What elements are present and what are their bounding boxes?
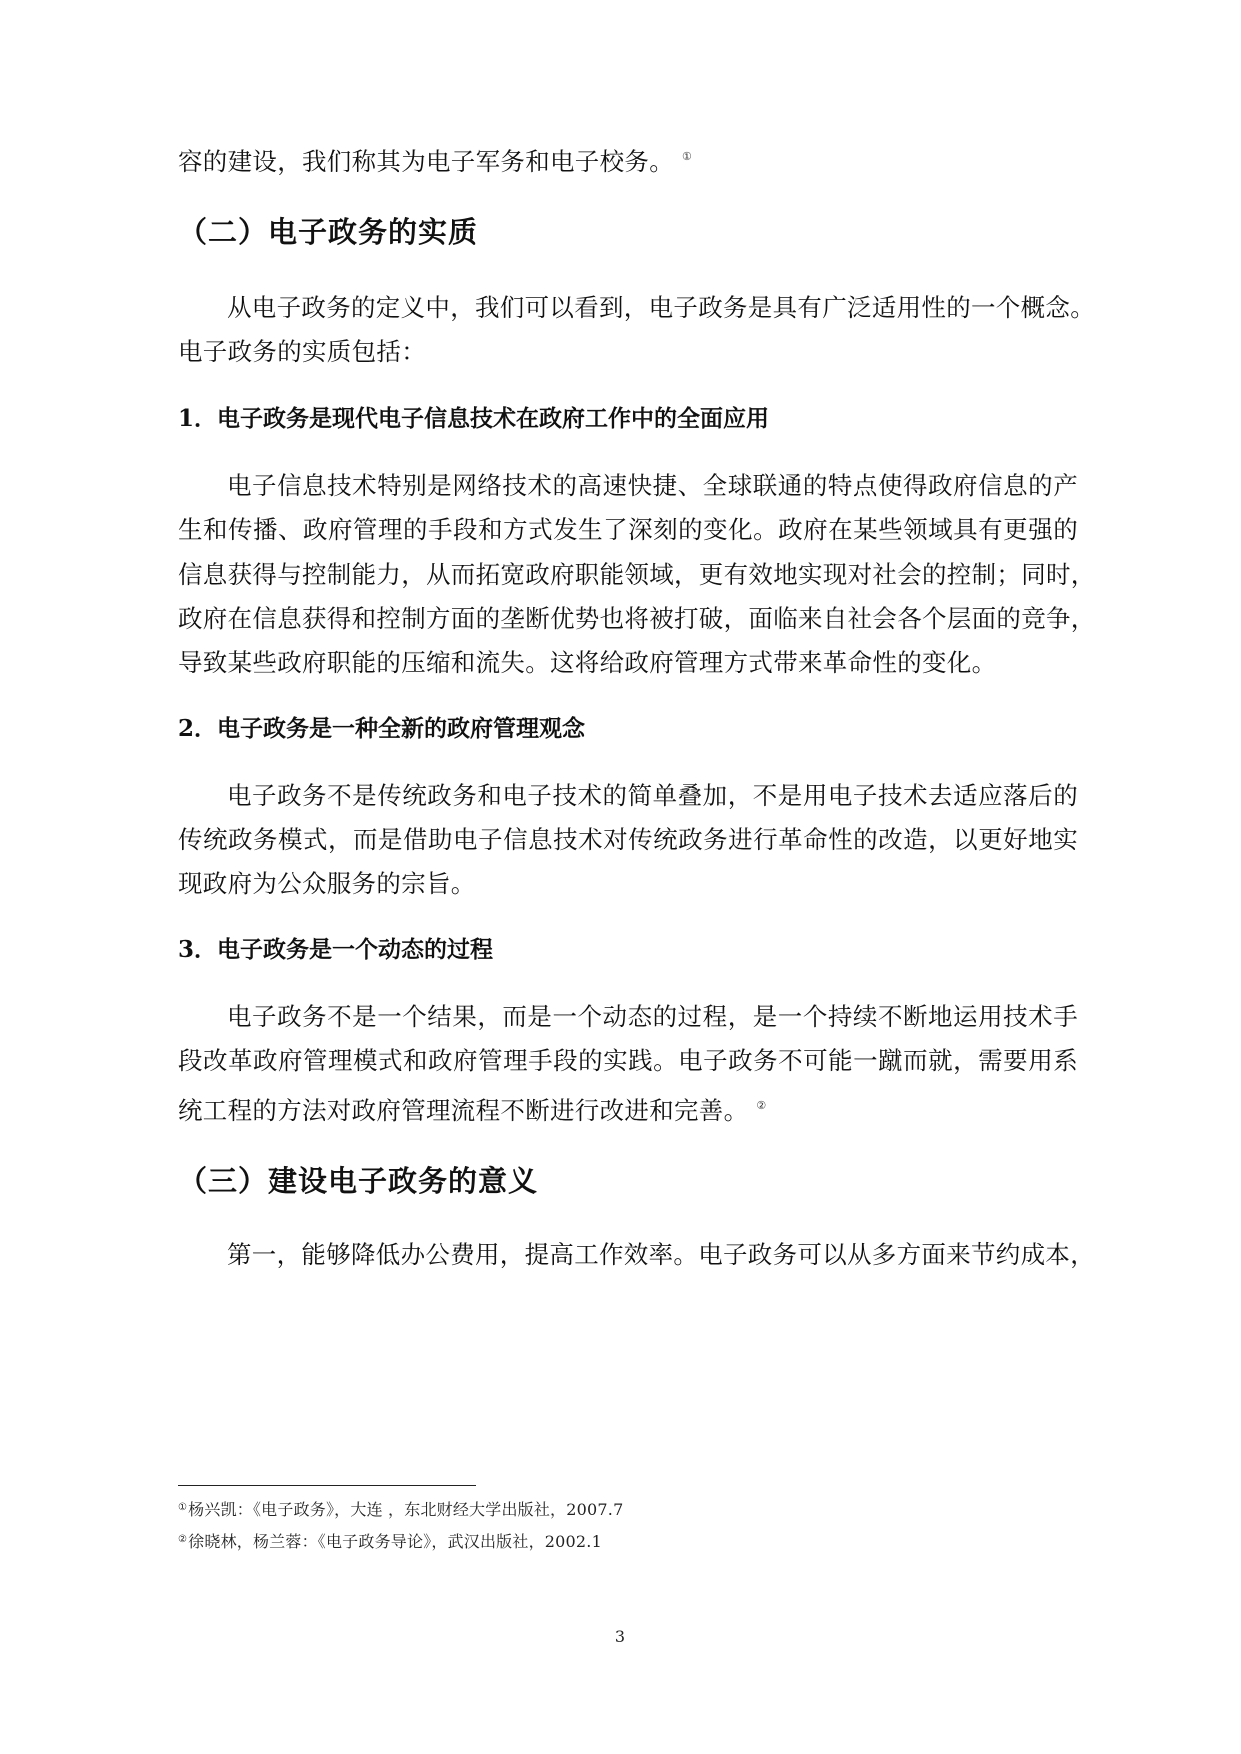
paragraph-line: 导致某些政府职能的压缩和流失。这将给政府管理方式带来革命性的变化。 — [178, 648, 997, 677]
paragraph-line: 生和传播、政府管理的手段和方式发生了深刻的变化。政府在某些领域具有更强的 — [178, 515, 1078, 544]
paragraph-line: 电子信息技术特别是网络技术的高速快捷、全球联通的特点使得政府信息的产 — [227, 471, 1078, 500]
footnote-text: 杨兴凯：《电子政务》，大连 ，东北财经大学出版社，2007.7 — [188, 1500, 624, 1519]
footnote-separator — [178, 1485, 476, 1486]
footnote-ref-2[interactable]: ② — [756, 1099, 767, 1112]
subsection-heading-1: 1．电子政务是现代电子信息技术在政府工作中的全面应用 — [178, 405, 770, 432]
continuation-text: 容的建设，我们称其为电子军务和电子校务。 — [178, 147, 674, 176]
footnote-1 — [178, 1497, 623, 1521]
paragraph-line: 段改革政府管理模式和政府管理手段的实践。电子政务不可能一蹴而就，需要用系 — [178, 1046, 1078, 1075]
section-heading-2: （二）电子政务的实质 — [178, 215, 479, 249]
paragraph-line: 政府在信息获得和控制方面的垄断优势也将被打破，面临来自社会各个层面的竞争， — [178, 604, 1096, 633]
page-number: 3 — [614, 1627, 626, 1646]
paragraph-line-text: 统工程的方法对政府管理流程不断进行改进和完善。 — [178, 1096, 749, 1125]
paragraph-line: 电子政务不是传统政务和电子技术的简单叠加，不是用电子技术去适应落后的 — [227, 781, 1078, 810]
continuation-paragraph — [178, 141, 1078, 178]
paragraph-line: 现政府为公众服务的宗旨。 — [178, 869, 476, 898]
paragraph-line — [178, 1090, 1078, 1127]
footnote-2 — [178, 1529, 602, 1553]
paragraph-line: 信息获得与控制能力，从而拓宽政府职能领域，更有效地实现对社会的控制；同时， — [178, 560, 1096, 589]
footnote-mark: ② — [178, 1534, 188, 1545]
subsection-heading-3: 3．电子政务是一个动态的过程 — [178, 936, 494, 963]
paragraph-line: 电子政务不是一个结果，而是一个动态的过程，是一个持续不断地运用技术手 — [227, 1002, 1078, 1031]
section-heading-3: （三）建设电子政务的意义 — [178, 1164, 539, 1198]
intro-line: 电子政务的实质包括： — [178, 337, 426, 366]
paragraph-line: 第一，能够降低办公费用，提高工作效率。电子政务可以从多方面来节约成本， — [227, 1240, 1095, 1269]
subsection-heading-2: 2．电子政务是一种全新的政府管理观念 — [178, 715, 586, 742]
footnote-mark: ① — [178, 1502, 188, 1513]
intro-line: 从电子政务的定义中，我们可以看到，电子政务是具有广泛适用性的一个概念。 — [227, 293, 1095, 322]
paragraph-line: 传统政务模式，而是借助电子信息技术对传统政务进行革命性的改造，以更好地实 — [178, 825, 1078, 854]
footnote-text: 徐晓林，杨兰蓉：《电子政务导论》，武汉出版社，2002.1 — [188, 1532, 602, 1551]
footnote-ref-1[interactable]: ① — [682, 150, 693, 163]
